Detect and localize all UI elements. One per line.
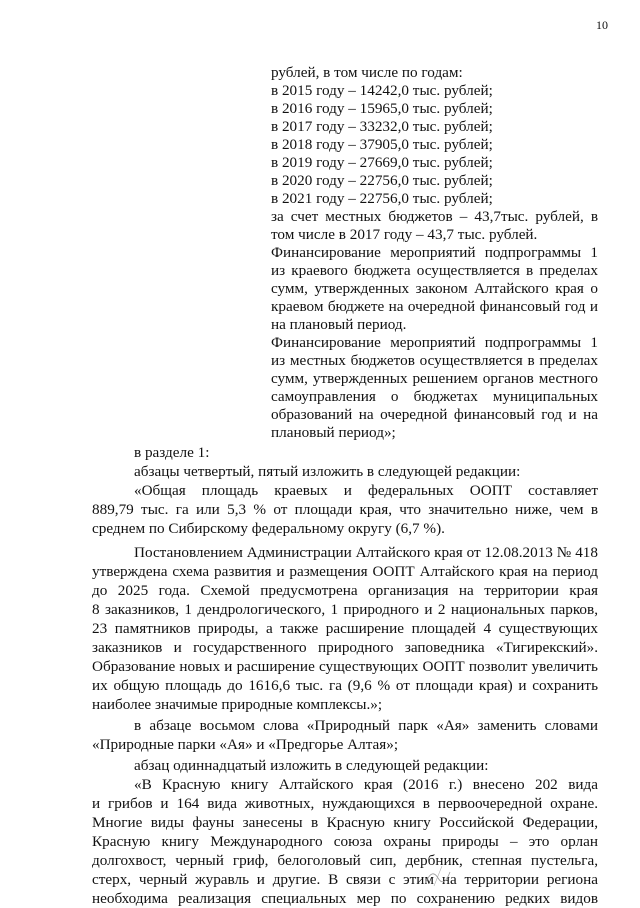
body-line: 889,79 тыс. га или 5,3 % от площади края, что значительно ниже, чем в (92, 501, 598, 518)
funding-line: образований на очередной финансовый год и на (271, 406, 598, 423)
body-line: абзац одиннадцатый изложить в следующей редакции: (134, 757, 489, 774)
body-line: и грибов и 164 вида животных, нуждающихся в первоочередной охране. (92, 795, 598, 812)
body-line: «Общая площадь краевых и федеральных ООПТ составляет (134, 482, 598, 499)
body-line: 23 памятников природы, а также расширение площадей 4 существующих (92, 620, 598, 637)
body-line: в абзаце восьмом слова «Природный парк «Ая» заменить словами (134, 717, 598, 734)
body-line: Образование новых и расширение существующих ООПТ позволит увеличить (92, 658, 598, 675)
body-line: абзацы четвертый, пятый изложить в следующей редакции: (134, 463, 521, 480)
body-line: стерх, черный журавль и другие. В связи с этим на территории региона (92, 871, 598, 888)
funding-line: сумм, утвержденных законом Алтайского края о (271, 280, 598, 297)
body-line: их общую площадь до 1616,6 тыс. га (9,6 % от площади края) и сохранить (92, 677, 598, 694)
body-line: долгохвост, черный гриф, белоголовый сип, дербник, степная пустельга, (92, 852, 598, 869)
body-line: среднем по Сибирскому федеральному округу (6,7 %). (92, 520, 445, 537)
funding-line: краевом бюджете на очередной финансовый год и (271, 298, 598, 315)
body-line: заказников и государственного природного заповедника «Тигирекский». (92, 639, 598, 656)
body-line: до 2025 года. Схемой предусмотрена организация на территории края (92, 582, 598, 599)
funding-line: плановый период»; (271, 424, 396, 441)
funding-line: в 2020 году – 22756,0 тыс. рублей; (271, 172, 493, 189)
funding-line: Финансирование мероприятий подпрограммы 1 (271, 244, 598, 261)
funding-line: рублей, в том числе по годам: (271, 64, 463, 81)
ink-mark (420, 860, 460, 890)
funding-line: за счет местных бюджетов – 43,7тыс. рублей, в (271, 208, 598, 225)
body-line: необходима реализация специальных мер по сохранению редких видов (92, 890, 598, 907)
body-line: Красную книгу Международного союза охраны природы – это орлан (92, 833, 598, 850)
body-line: 8 заказников, 1 дендрологического, 1 природного и 2 национальных парков, (92, 601, 598, 618)
page-number: 10 (596, 18, 608, 32)
body-line: «Природные парки «Ая» и «Предгорье Алтая»; (92, 736, 399, 753)
funding-line: из краевого бюджета осуществляется в пределах (271, 262, 598, 279)
funding-line: том числе в 2017 году – 43,7 тыс. рублей. (271, 226, 538, 243)
funding-line: на плановый период. (271, 316, 407, 333)
body-line: в разделе 1: (134, 444, 210, 461)
body-line: Многие виды фауны занесены в Красную книгу Российской Федерации, (92, 814, 598, 831)
funding-line: самоуправления о бюджетах муниципальных (271, 388, 598, 405)
funding-line: сумм, утвержденных решением органов местного (271, 370, 598, 387)
funding-line: из местных бюджетов осуществляется в пределах (271, 352, 598, 369)
body-line: «В Красную книгу Алтайского края (2016 г.) внесено 202 вида (134, 776, 598, 793)
funding-line: в 2016 году – 15965,0 тыс. рублей; (271, 100, 493, 117)
funding-line: в 2017 году – 33232,0 тыс. рублей; (271, 118, 493, 135)
funding-line: в 2015 году – 14242,0 тыс. рублей; (271, 82, 493, 99)
funding-line: Финансирование мероприятий подпрограммы 1 (271, 334, 598, 351)
funding-line: в 2021 году – 22756,0 тыс. рублей; (271, 190, 493, 207)
body-line: Постановлением Администрации Алтайского края от 12.08.2013 № 418 (134, 544, 598, 561)
body-line: наиболее значимые природные комплексы.»; (92, 696, 383, 713)
body-line: утверждена схема развития и размещения ООПТ Алтайского края на период (92, 563, 598, 580)
funding-line: в 2019 году – 27669,0 тыс. рублей; (271, 154, 493, 171)
funding-line: в 2018 году – 37905,0 тыс. рублей; (271, 136, 493, 153)
